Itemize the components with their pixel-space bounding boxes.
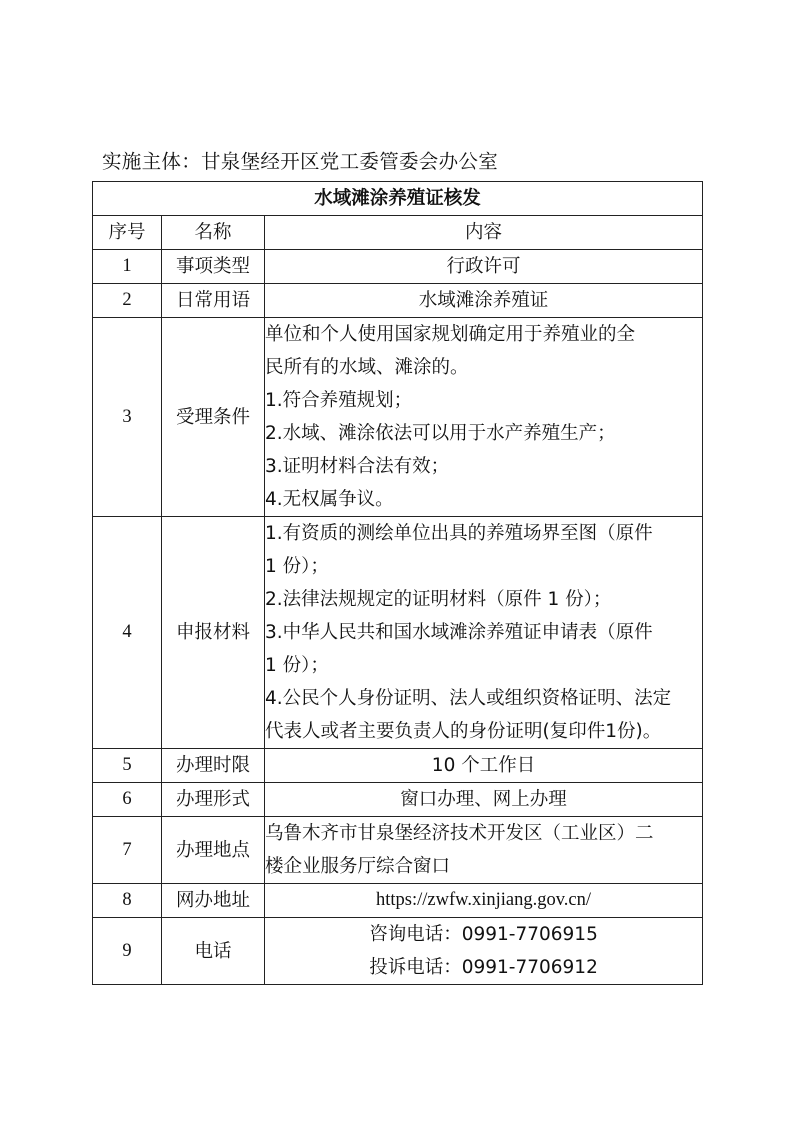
content-line: 咨询电话：0991-7706915 xyxy=(369,924,598,945)
website-link[interactable]: https://zwfw.xinjiang.gov.cn/ xyxy=(376,890,591,910)
header-content: 内容 xyxy=(265,216,703,250)
header-name: 名称 xyxy=(162,216,265,250)
header-no: 序号 xyxy=(93,216,162,250)
content-line: 乌鲁木齐市甘泉堡经济技术开发区（工业区）二 xyxy=(265,823,654,844)
content-line: 投诉电话：0991-7706912 xyxy=(369,957,598,978)
table-row xyxy=(93,517,703,749)
table-row xyxy=(93,749,703,783)
row-content xyxy=(265,817,703,884)
content-line: 1.符合养殖规划； xyxy=(265,390,413,411)
content-line: 1.有资质的测绘单位出具的养殖场界至图（原件 xyxy=(265,523,653,544)
row-name: 电话 xyxy=(162,918,265,985)
row-content xyxy=(265,884,703,918)
table-row xyxy=(93,783,703,817)
content-line: 4.无权属争议。 xyxy=(265,489,394,510)
content-line: 代表人或者主要负责人的身份证明(复印件1份)。 xyxy=(265,721,662,742)
row-no: 6 xyxy=(93,783,162,817)
row-no: 4 xyxy=(93,517,162,749)
content-line: 民所有的水域、滩涂的。 xyxy=(265,357,469,378)
row-content xyxy=(265,517,703,749)
row-name: 办理地点 xyxy=(162,817,265,884)
content-line: 行政许可 xyxy=(446,256,521,277)
table-row xyxy=(93,817,703,884)
table-row xyxy=(93,250,703,284)
table-title-row xyxy=(93,182,703,216)
row-no: 7 xyxy=(93,817,162,884)
implementer-line: 实施主体：甘泉堡经开区党工委管委会办公室 xyxy=(102,150,499,173)
row-content xyxy=(265,318,703,517)
content-line: 1 份）； xyxy=(265,655,329,676)
row-no: 3 xyxy=(93,318,162,517)
content-line: 2.水域、滩涂依法可以用于水产养殖生产； xyxy=(265,423,616,444)
row-content xyxy=(265,250,703,284)
content-line: 2.法律法规规定的证明材料（原件 1 份）； xyxy=(265,589,612,610)
row-content xyxy=(265,749,703,783)
row-name: 申报材料 xyxy=(162,517,265,749)
content-line: 3.证明材料合法有效； xyxy=(265,456,450,477)
row-content xyxy=(265,783,703,817)
content-line: 水域滩涂养殖证 xyxy=(418,290,549,311)
table-row xyxy=(93,884,703,918)
content-line: 楼企业服务厅综合窗口 xyxy=(265,856,451,877)
content-line: 单位和个人使用国家规划确定用于养殖业的全 xyxy=(265,324,636,345)
row-name: 办理时限 xyxy=(162,749,265,783)
row-no: 9 xyxy=(93,918,162,985)
row-content xyxy=(265,284,703,318)
row-name: 受理条件 xyxy=(162,318,265,517)
row-content xyxy=(265,918,703,985)
table-row xyxy=(93,918,703,985)
row-no: 5 xyxy=(93,749,162,783)
table-row xyxy=(93,318,703,517)
content-line: 1 份）； xyxy=(265,556,329,577)
content-line: 10 个工作日 xyxy=(431,755,536,776)
row-name: 事项类型 xyxy=(162,250,265,284)
table-header-row xyxy=(93,216,703,250)
row-no: 8 xyxy=(93,884,162,918)
row-name: 办理形式 xyxy=(162,783,265,817)
row-name: 网办地址 xyxy=(162,884,265,918)
row-name: 日常用语 xyxy=(162,284,265,318)
content-line: 3.中华人民共和国水域滩涂养殖证申请表（原件 xyxy=(265,622,653,643)
content-line: 4.公民个人身份证明、法人或组织资格证明、法定 xyxy=(265,688,672,709)
row-no: 1 xyxy=(93,250,162,284)
service-table xyxy=(92,181,703,985)
table-title: 水域滩涂养殖证核发 xyxy=(93,182,703,216)
row-no: 2 xyxy=(93,284,162,318)
table-row xyxy=(93,284,703,318)
content-line: 窗口办理、网上办理 xyxy=(400,789,567,810)
